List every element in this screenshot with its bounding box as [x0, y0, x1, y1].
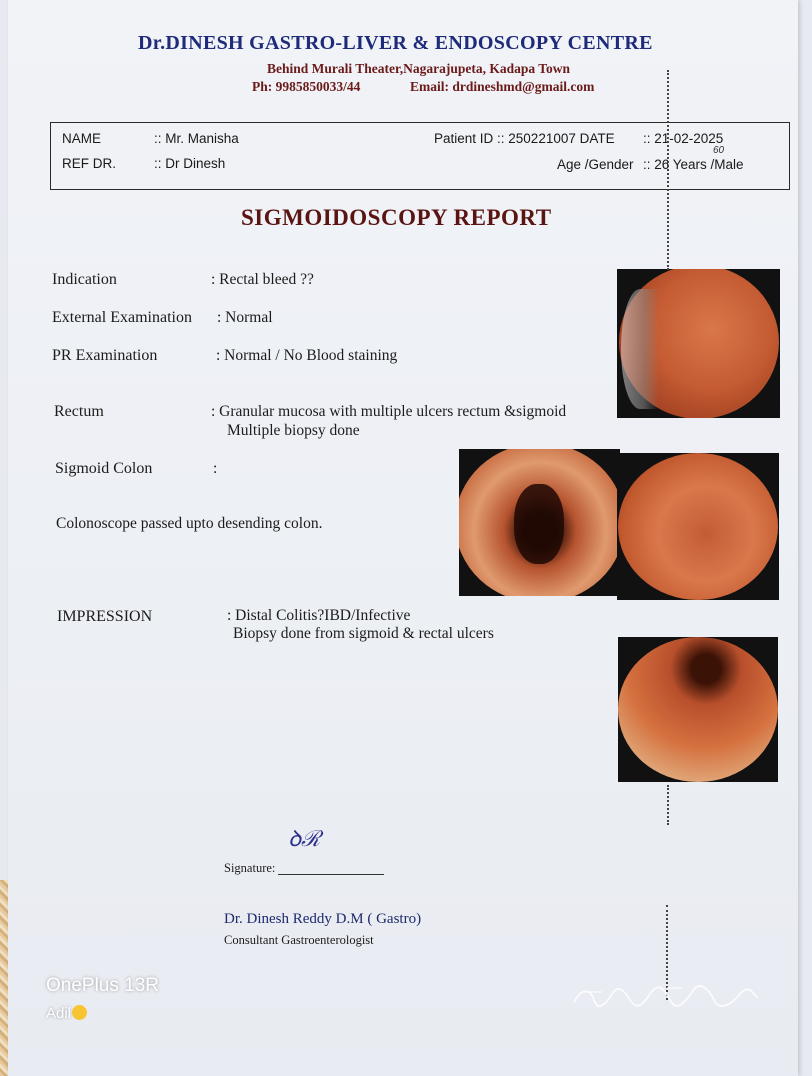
signature-line — [278, 874, 384, 875]
indication-label: Indication — [52, 271, 117, 288]
impression-label: IMPRESSION — [57, 608, 153, 625]
colonoscope-note: Colonoscope passed upto desending colon. — [56, 515, 323, 532]
endoscopy-image-rectum — [617, 269, 780, 418]
name-label: NAME — [62, 131, 102, 146]
ref-label: REF DR. — [62, 156, 116, 171]
pr-exam-label: PR Examination — [52, 347, 158, 364]
clinic-email: Email: drdineshmd@gmail.com — [410, 79, 595, 94]
report-date: :: 21-02-2025 — [643, 131, 724, 146]
device-watermark: OnePlus 13R — [46, 975, 160, 996]
patient-id: Patient ID :: 250221007 DATE — [434, 131, 615, 146]
clinic-address: Behind Murali Theater,Nagarajupeta, Kadapa Town — [267, 61, 571, 76]
endoscopy-image-sigmoid-1 — [459, 449, 620, 596]
sigmoid-value: : — [213, 460, 218, 477]
signature-initials: ꝺℛ — [288, 827, 321, 852]
fold-crease-upper — [667, 70, 669, 270]
handwritten-age-note: 60 — [713, 145, 725, 156]
rectum-label: Rectum — [54, 403, 104, 420]
ref-value: :: Dr Dinesh — [154, 156, 226, 171]
age-label: Age /Gender — [557, 157, 634, 172]
external-exam-value: : Normal — [217, 309, 273, 326]
user-name: Adil — [46, 1005, 72, 1022]
pr-exam-value: : Normal / No Blood staining — [216, 347, 398, 364]
report-title: SIGMOIDOSCOPY REPORT — [241, 205, 552, 230]
doctor-name: Dr. Dinesh Reddy D.M ( Gastro) — [224, 911, 422, 927]
doctor-role: Consultant Gastroenterologist — [224, 933, 374, 947]
endoscopy-image-sigmoid-2 — [617, 453, 779, 600]
kiss-emoji-icon — [72, 1005, 87, 1020]
user-watermark — [46, 1005, 87, 1022]
endoscopy-image-colon — [618, 637, 778, 782]
indication-value: : Rectal bleed ?? — [211, 271, 314, 288]
age-gender-value: :: 26 Years /Male — [643, 157, 744, 172]
clinic-name: Dr.DINESH GASTRO-LIVER & ENDOSCOPY CENTRE — [138, 32, 653, 54]
script-signature-icon — [572, 982, 762, 1010]
name-value: :: Mr. Manisha — [154, 131, 239, 146]
rectum-value-line1: : Granular mucosa with multiple ulcers rectum &sigmoid — [211, 403, 567, 420]
rectum-value-line2: Multiple biopsy done — [227, 422, 360, 439]
signature-watermark — [572, 982, 762, 1015]
impression-value-line1: : Distal Colitis?IBD/Infective — [227, 607, 411, 624]
external-exam-label: External Examination — [52, 309, 192, 326]
signature-label: Signature: — [224, 861, 276, 875]
impression-value-line2: Biopsy done from sigmoid & rectal ulcers — [233, 625, 494, 642]
fold-crease-lower — [667, 785, 669, 825]
clinic-phone: Ph: 9985850033/44 — [252, 79, 361, 94]
sigmoid-label: Sigmoid Colon — [55, 460, 153, 477]
